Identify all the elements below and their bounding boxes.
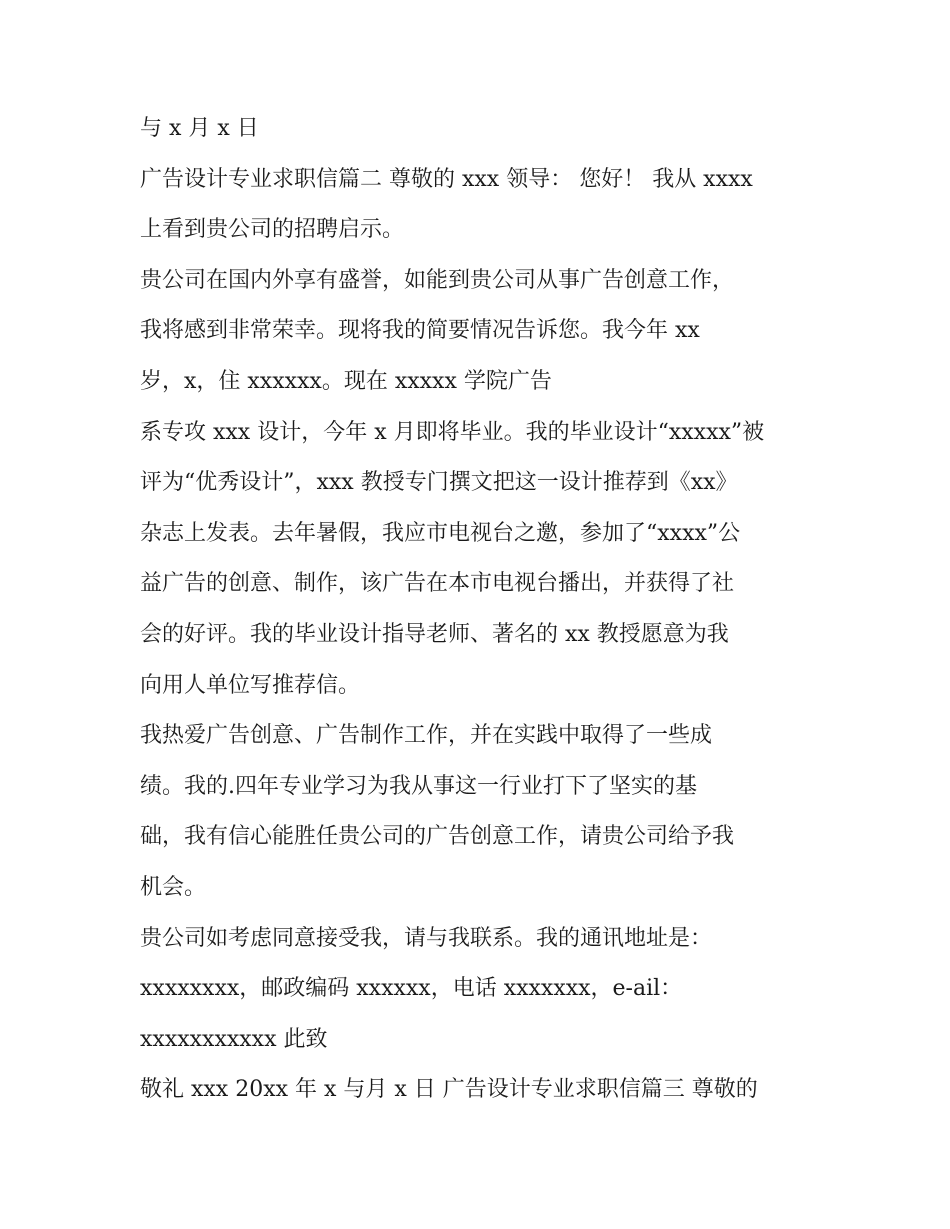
text-line: 与 x 月 x 日 (140, 116, 259, 141)
text-line: 系专攻 xxx 设计，今年 x 月即将毕业。我的毕业设计“xxxxx”被 (140, 419, 765, 445)
text-line: xxxxxxxxxxx 此致 (140, 1026, 328, 1052)
text-line: 我将感到非常荣幸。现将我的简要情况告诉您。我今年 xx (140, 318, 700, 344)
text-line: 我热爱广告创意、广告制作工作，并在实践中取得了一些成 (140, 723, 713, 749)
letter-body (140, 104, 840, 1116)
text-line: 上看到贵公司的招聘启示。 (140, 217, 405, 243)
text-line: 敬礼 xxx 20xx 年 x 与月 x 日 广告设计专业求职信篇三 尊敬的 (140, 1077, 758, 1103)
text-line: xxxxxxxx，邮政编码 xxxxxx，电话 xxxxxxx，e-ail： (140, 976, 683, 1002)
text-line: 杂志上发表。去年暑假，我应市电视台之邀，参加了“xxxx”公 (140, 520, 741, 546)
text-line: 机会。 (140, 874, 207, 900)
text-line: 广告设计专业求职信篇二 尊敬的 xxx 领导： 您好！ 我从 xxxx (140, 166, 753, 192)
text-line: 会的好评。我的毕业设计指导老师、著名的 xx 教授愿意为我 (140, 621, 729, 647)
text-line: 绩。我的.四年专业学习为我从事这一行业打下了坚实的基 (140, 773, 697, 799)
text-line: 向用人单位写推荐信。 (140, 672, 361, 698)
text-line: 础，我有信心能胜任贵公司的广告创意工作，请贵公司给予我 (140, 824, 735, 850)
text-line: 评为“优秀设计”，xxx 教授专门撰文把这一设计推荐到《xx》 (140, 470, 738, 496)
text-line: 贵公司在国内外享有盛誉，如能到贵公司从事广告创意工作， (140, 267, 735, 293)
text-line: 益广告的创意、制作，该广告在本市电视台播出，并获得了社 (140, 571, 735, 597)
text-line: 贵公司如考虑同意接受我，请与我联系。我的通讯地址是： (140, 925, 713, 951)
text-line: 岁，x，住 xxxxxx。现在 xxxxx 学院广告 (140, 368, 552, 394)
